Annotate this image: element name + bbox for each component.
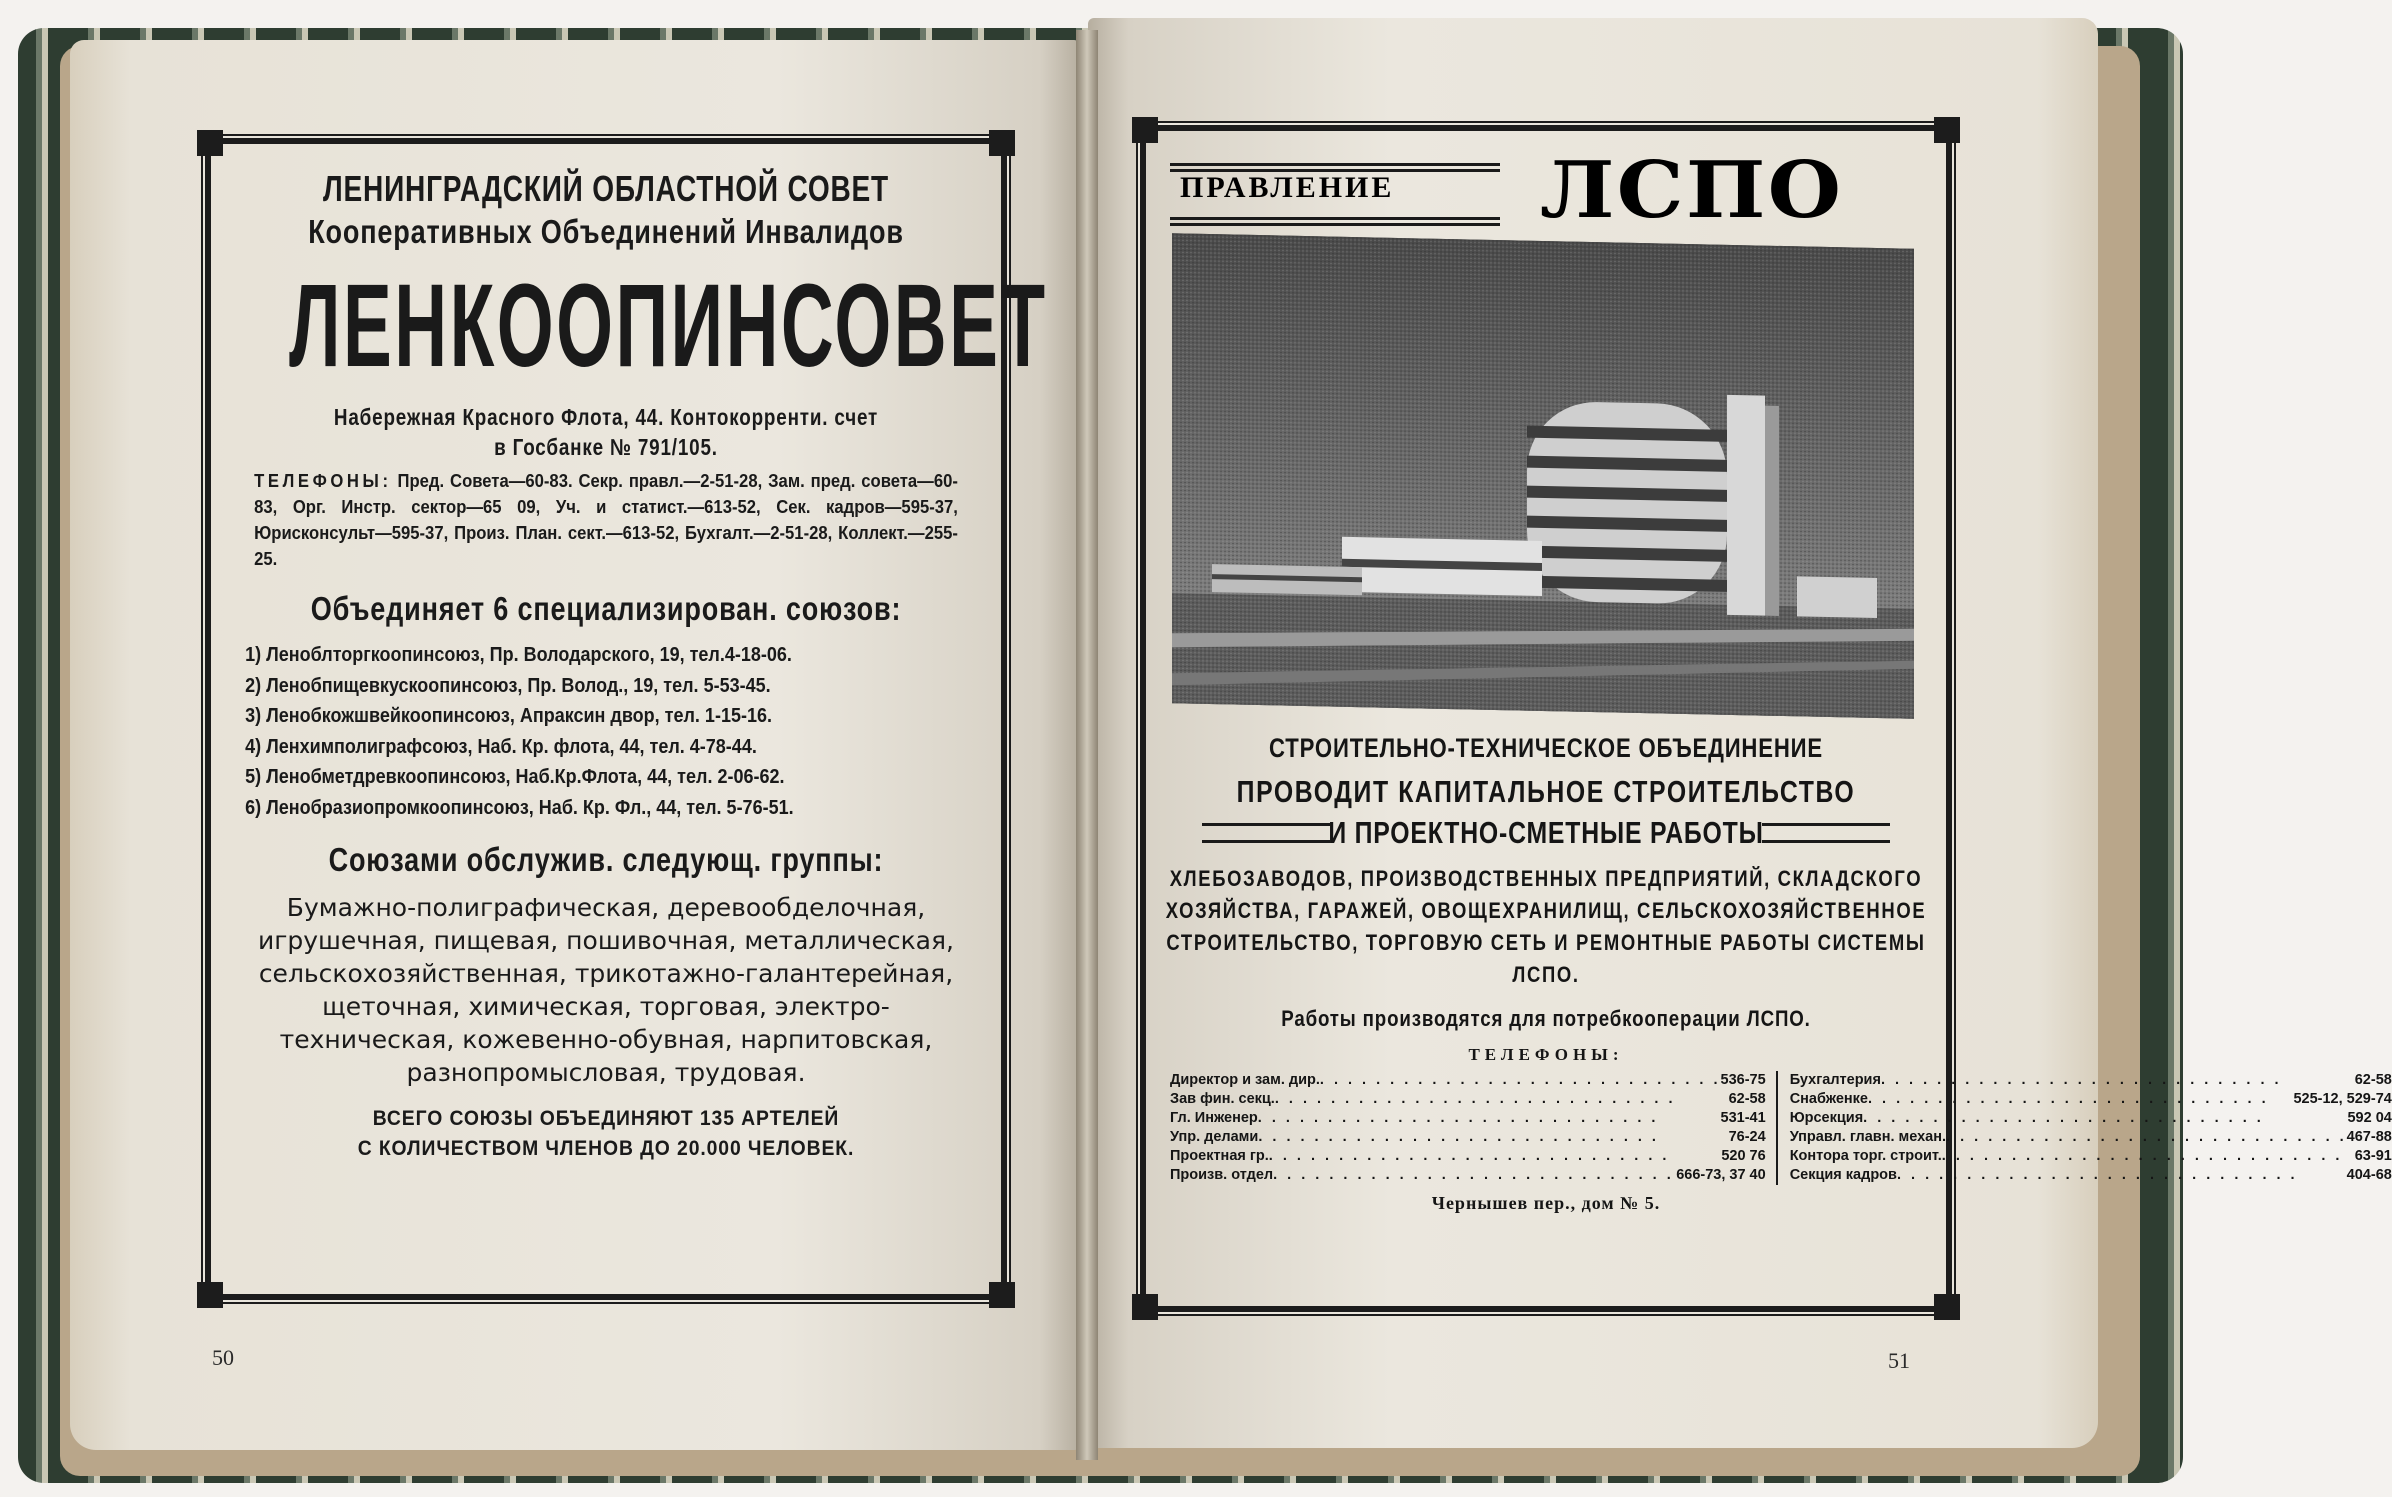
building-photo	[1172, 233, 1914, 719]
works-text: ХЛЕБОЗАВОДОВ, ПРОИЗВОДСТВЕННЫХ ПРЕДПРИЯТИЙ, СКЛАДСКОГО ХОЗЯЙСТВА, ГАРАЖЕЙ, ОВОЩЕХРАНИЛИЩ, СЕЛЬСКОХОЗЯЙСТВЕННОЕ СТРОИТЕЛЬСТВО, ТОРГОВУЮ СЕТЬ И РЕМОНТНЫЕ РАБОТЫ СИСТЕМЫ ЛСПО.	[1165, 866, 1927, 987]
phone-value: 62-58	[1728, 1091, 1766, 1107]
lspo-logo: ЛСПО	[1540, 145, 1844, 236]
table-row	[1170, 1147, 1766, 1166]
phone-value: 666-73, 37 40	[1676, 1167, 1766, 1183]
table-row	[1790, 1147, 2392, 1166]
list-item: 3) Ленобкожшвейкоопинсоюз, Апраксин двор, тел. 1-15-16.	[245, 705, 772, 727]
table-row	[1790, 1090, 2392, 1109]
phone-name: Контора торг. строит.	[1789, 1148, 1942, 1164]
book-gutter	[1076, 30, 1098, 1460]
right-advert-frame	[1140, 125, 2392, 1312]
table-row	[1790, 1109, 2392, 1128]
list-item: 4) Ленхимполиграфсоюз, Наб. Кр. флота, 44, тел. 4-78-44.	[245, 735, 757, 758]
address-line1: Набережная Красного Флота, 44. Контокорренти. счет	[333, 404, 879, 430]
phone-name: Зав фин. секц.	[1170, 1091, 1275, 1107]
list-item: 1) Леноблторгкоопинсоюз, Пр. Володарского, 19, тел.4-18-06.	[245, 644, 792, 666]
left-title-line2: Кооперативных Объединений Инвалидов	[308, 213, 904, 250]
phone-name: Произв. отдел	[1170, 1167, 1274, 1183]
left-phones	[254, 468, 958, 572]
right-header	[1170, 145, 1910, 236]
phone-value: 536-75	[1720, 1072, 1766, 1088]
left-advert-frame	[205, 138, 1048, 1300]
header-small-title: ПРАВЛЕНИЕ	[1180, 171, 1395, 204]
left-title-line1: ЛЕНИНГРАДСКИЙ ОБЛАСТНОЙ СОВЕТ	[323, 168, 889, 209]
phone-name: Секция кадров	[1789, 1167, 1897, 1183]
phone-name: Проектная гр.	[1170, 1148, 1269, 1164]
unions-list	[245, 640, 967, 823]
list-item: 2) Ленобпищевкускоопинсоюз, Пр. Волод., 19, тел. 5-53-45.	[245, 674, 771, 697]
list-item: 6) Ленобразиопромкоопинсоюз, Наб. Кр. Фл., 44, тел. 5-76-51.	[245, 796, 794, 819]
page-number-left: 50	[212, 1345, 234, 1370]
phone-value: 525-12, 529-74	[2293, 1091, 2392, 1107]
org-name: ЛЕНКООПИНСОВЕТ	[289, 260, 1048, 392]
phone-name: Управл. главн. механ.	[1789, 1129, 1947, 1145]
table-row	[1170, 1090, 1766, 1109]
phone-value: 592 04	[2347, 1110, 2392, 1126]
phone-value: 520 76	[1721, 1148, 1766, 1164]
right-phones-table	[1170, 1071, 2392, 1185]
address-line2: в Госбанке № 791/105.	[494, 434, 718, 460]
phone-name: Гл. Инженер	[1170, 1110, 1258, 1126]
unions-heading: Объединяет 6 специализирован. союзов:	[310, 590, 902, 627]
table-row	[1790, 1128, 2392, 1147]
main-line2: И ПРОЕКТНО-СМЕТНЫЕ РАБОТЫ	[1328, 815, 1764, 850]
right-phones-label: ТЕЛЕФОНЫ:	[1468, 1045, 1624, 1064]
phones-column-left	[1170, 1071, 1766, 1185]
groups-text: Бумажно-полиграфическая, деревообделочная, игрушечная, пищевая, пошивочная, металлическая, сельскохозяйственная, трикотажно-галантерейная, щеточная, химическая, торговая, электро-техническая, кожевенно-обувная, нарпитовская, разнопромысловая, трудовая.	[258, 893, 954, 1087]
phone-value: 531-41	[1720, 1110, 1766, 1126]
right-address: Чернышев пер., дом № 5.	[1431, 1193, 1661, 1213]
main-line1: ПРОВОДИТ КАПИТАЛЬНОЕ СТРОИТЕЛЬСТВО	[1236, 774, 1856, 809]
phone-name: Бухгалтерия	[1789, 1072, 1881, 1088]
right-subtitle: СТРОИТЕЛЬНО-ТЕХНИЧЕСКОЕ ОБЪЕДИНЕНИЕ	[1269, 733, 1823, 763]
table-row	[1170, 1109, 1766, 1128]
total-line2: С КОЛИЧЕСТВОМ ЧЛЕНОВ ДО 20.000 ЧЕЛОВЕК.	[357, 1136, 855, 1160]
phone-value: 62-58	[2354, 1072, 2392, 1088]
phones-column-right	[1776, 1071, 2392, 1185]
phone-name: Упр. делами	[1170, 1129, 1259, 1145]
total-line1: ВСЕГО СОЮЗЫ ОБЪЕДИНЯЮТ 135 АРТЕЛЕЙ	[372, 1106, 840, 1130]
table-row	[1170, 1166, 1766, 1185]
main-line2-row	[1178, 813, 1914, 853]
table-row	[1170, 1071, 1766, 1090]
table-row	[1170, 1128, 1766, 1147]
phone-name: Юрсекция	[1789, 1110, 1864, 1126]
phone-value: 467-88	[2346, 1129, 2392, 1145]
phone-value: 404-68	[2346, 1167, 2392, 1183]
left-phones-text: Пред. Совета—60-83. Секр. правл.—2-51-28, Зам. пред. совета—60-83, Орг. Инстр. сектор—65 09, Уч. и статист.—613-52, Сек. кадров—595-37, Юрисконсульт—595-37, Произ. План. сект.—613-52, Бухгалт.—2-51-28, Коллект.—255-25.	[254, 470, 958, 569]
phone-value: 76-24	[1728, 1129, 1766, 1145]
table-row	[1790, 1071, 2392, 1090]
table-row	[1790, 1166, 2392, 1185]
page-number-right: 51	[1888, 1348, 1910, 1373]
list-item: 5) Ленобметдревкоопинсоюз, Наб.Кр.Флота, 44, тел. 2-06-62.	[245, 766, 785, 788]
phone-name: Директор и зам. дир.	[1170, 1072, 1320, 1088]
phone-value: 63-91	[2354, 1148, 2392, 1164]
phone-name: Снабженке	[1789, 1091, 1868, 1107]
left-phones-label: ТЕЛЕФОНЫ:	[254, 470, 392, 491]
works-note: Работы производятся для потребкооперации ЛСПО.	[1281, 1006, 1811, 1031]
groups-heading: Союзами обслужив. следующ. группы:	[328, 841, 884, 878]
